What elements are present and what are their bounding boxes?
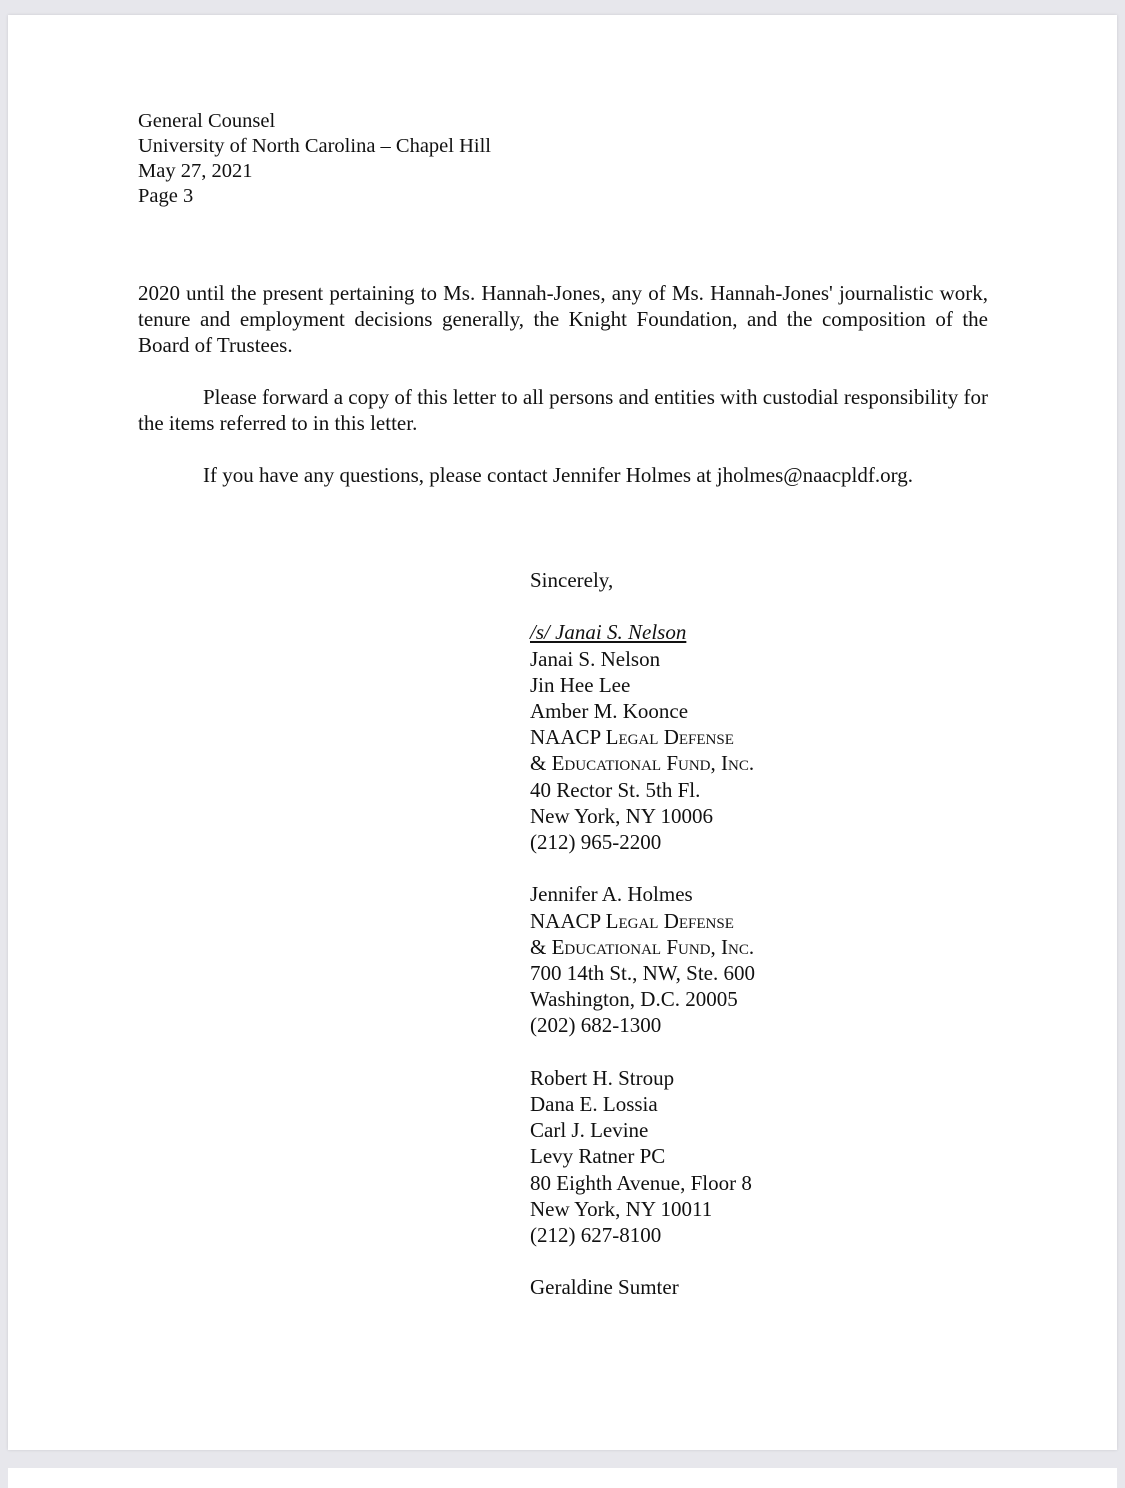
body-paragraph-2: Please forward a copy of this letter to all persons and entities with custodial responsibility for the items referred to in this letter.	[138, 385, 988, 435]
signer-name: Jennifer A. Holmes	[530, 882, 693, 907]
letter-closing	[530, 567, 755, 1301]
signature-block-ldf-ny	[530, 619, 755, 855]
signer-name: Jin Hee Lee	[530, 672, 631, 697]
body-paragraph-3: If you have any questions, please contact Jennifer Holmes at jholmes@naacpldf.org.	[203, 463, 913, 487]
firm-name: Levy Ratner PC	[530, 1144, 666, 1169]
address-line: Washington, D.C. 20005	[530, 987, 738, 1012]
phone-number: (212) 965-2200	[530, 830, 662, 855]
signature-block-ldf-dc	[530, 881, 755, 1038]
signer-name: Carl J. Levine	[530, 1118, 649, 1143]
signer-name: Dana E. Lossia	[530, 1092, 658, 1117]
body-paragraph-1: 2020 until the present pertaining to Ms. Hannah-Jones, any of Ms. Hannah-Jones' journalistic work, tenure and employment decisions generally, the Knight Foundation, and the composition of the Board of Trustees.	[138, 281, 988, 357]
document-page	[8, 15, 1117, 1450]
letter-body	[138, 280, 988, 514]
organization-name: & Educational Fund, Inc.	[530, 751, 755, 776]
salutation: Sincerely,	[530, 568, 614, 592]
signer-name: Robert H. Stroup	[530, 1065, 675, 1090]
signature: /s/ Janai S. Nelson	[530, 620, 687, 645]
phone-number: (202) 682-1300	[530, 1013, 662, 1038]
organization-name: & Educational Fund, Inc.	[530, 934, 755, 959]
letter-date: May 27, 2021	[138, 160, 253, 182]
address-line: New York, NY 10006	[530, 803, 713, 828]
signer-name: Janai S. Nelson	[530, 646, 661, 671]
recipient-institution: University of North Carolina – Chapel Hill	[138, 135, 491, 157]
address-line: New York, NY 10011	[530, 1196, 713, 1221]
next-page-edge	[8, 1468, 1117, 1488]
signer-name: Geraldine Sumter	[530, 1275, 679, 1300]
letter-header	[138, 109, 491, 209]
recipient-title: General Counsel	[138, 110, 276, 132]
phone-number: (212) 627-8100	[530, 1223, 662, 1248]
signature-block-levy-ratner	[530, 1065, 755, 1248]
organization-name: NAACP Legal Defense	[530, 725, 734, 750]
address-line: 40 Rector St. 5th Fl.	[530, 777, 701, 802]
address-line: 80 Eighth Avenue, Floor 8	[530, 1170, 752, 1195]
address-line: 700 14th St., NW, Ste. 600	[530, 961, 755, 986]
page-number: Page 3	[138, 185, 194, 207]
organization-name: NAACP Legal Defense	[530, 908, 734, 933]
signer-name: Amber M. Koonce	[530, 699, 689, 723]
